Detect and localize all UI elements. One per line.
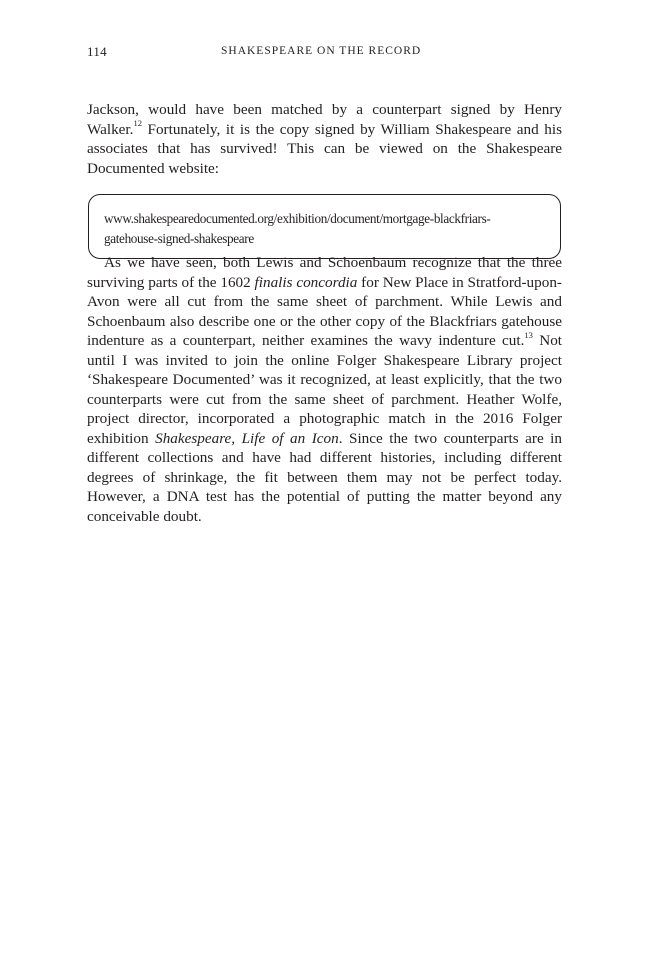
running-head: SHAKESPEARE ON THE RECORD xyxy=(221,45,422,57)
url-link[interactable] xyxy=(104,209,548,249)
paragraph-1-text-b: Fortunately, it is the copy signed by William Shakespeare and his associates that has survived! This can be viewed on the Shakespeare Documented website: xyxy=(87,120,562,177)
paragraph-2-text-b: for New Place in Stratford-upon-Avon were all cut from the same sheet of parchment. While Lewis and Schoenbaum also describe one or the other copy of the Blackfriars gatehouse indenture as a counterpart, neither examines the wavy indenture cut. xyxy=(87,273,562,349)
paragraph-2 xyxy=(87,253,562,526)
paragraph-2-text-c: Not until I was invited to join the online Folger Shakespeare Library project ‘Shakespeare Documented’ was it recognized, at least explicitly, that the two counterparts were cut from the same sheet of parchment. Heather Wolfe, project director, incorporated a photographic match in the 2016 Folger exhibition xyxy=(87,332,563,447)
url-line-2[interactable]: gatehouse-signed-shakespeare xyxy=(104,231,254,246)
paragraph-2-text-d: . Since the two counterparts are in different collections and have had different histories, including different degrees of shrinkage, the fit between them may not be perfect today. However, a DNA test has the potential of putting the matter beyond any conceivable doubt. xyxy=(87,429,562,525)
paragraph-2-italic-exhibition-title: Shakespeare, Life of an Icon xyxy=(155,429,339,447)
footnote-marker-13[interactable]: 13 xyxy=(524,329,533,340)
paragraph-1-text-a: Jackson, would have been matched by a counterpart signed by Henry Walker. xyxy=(87,101,562,138)
page-number: 114 xyxy=(87,44,107,59)
footnote-marker-12[interactable]: 12 xyxy=(133,118,142,129)
paragraph-2-text-a: As we have seen, both Lewis and Schoenbaum recognize that the three surviving parts of the 1602 xyxy=(87,254,562,291)
url-callout-box xyxy=(88,194,561,259)
paragraph-1 xyxy=(87,100,562,178)
paragraph-2-italic-finalis-concordia: finalis concordia xyxy=(254,273,358,291)
url-line-1[interactable]: www.shakespearedocumented.org/exhibition/document/mortgage-blackfriars- xyxy=(104,211,491,226)
